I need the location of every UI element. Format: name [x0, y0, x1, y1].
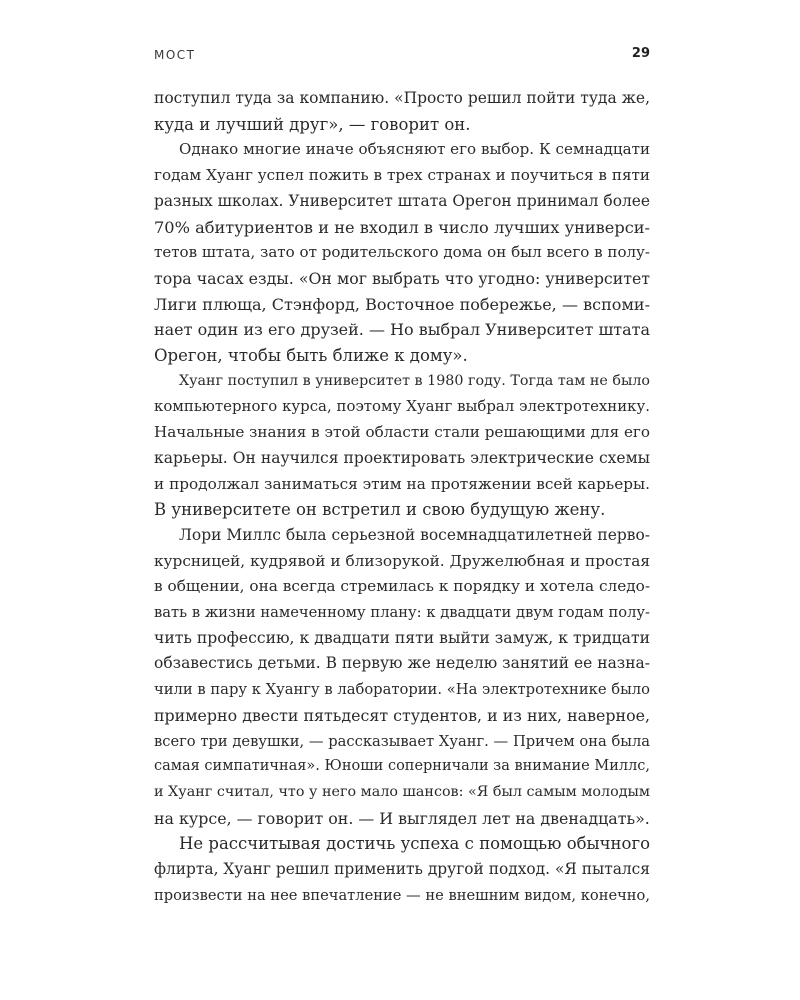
- text-line: самая симпатичная». Юноши соперничали за внимание Миллс,: [154, 758, 650, 775]
- text-line: Лиги плюща, Стэнфорд, Восточное побережье, — вспоми-: [154, 294, 650, 314]
- running-title: МОСТ: [154, 48, 196, 62]
- text-line: куда и лучший друг», — говорит он.: [154, 114, 471, 134]
- text-line: Орегон, чтобы быть ближе к дому».: [154, 346, 468, 366]
- text-line: карьеры. Он научился проектировать электрические схемы: [154, 448, 650, 467]
- text-line: Не рассчитывая достичь успеха с помощью обычного: [179, 834, 650, 854]
- text-line: флирта, Хуанг решил применить другой подход. «Я пытался: [154, 860, 650, 879]
- paragraph: [154, 137, 650, 368]
- page-number: 29: [631, 46, 650, 61]
- text-line: чили в пару к Хуангу в лаборатории. «На электротехнике было: [154, 681, 650, 699]
- text-line: Хуанг поступил в университет в 1980 году. Тогда там не было: [179, 372, 650, 389]
- text-line: Начальные знания в этой области стали решающими для его: [154, 423, 650, 442]
- text-line: вать в жизни намеченному плану: к двадцати двум годам полу-: [154, 604, 650, 622]
- text-line: тора часах езды. «Он мог выбрать что угодно: университет: [154, 268, 650, 288]
- text-line: обзавестись детьми. В первую же неделю занятий ее назна-: [154, 654, 650, 673]
- text-line: на курсе, — говорит он. — И выглядел лет на двенадцать».: [154, 808, 650, 828]
- text-line: Однако многие иначе объясняют его выбор. К семнадцати: [179, 140, 650, 159]
- text-line: произвести на нее впечатление — не внешним видом, конечно,: [154, 886, 650, 904]
- text-line: Лори Миллс была серьезной восемнадцатилетней перво-: [179, 525, 650, 544]
- text-line: чить профессию, к двадцати пяти выйти замуж, к тридцати: [154, 628, 650, 647]
- text-line: примерно двести пятьдесят студентов, и из них, наверное,: [154, 705, 650, 725]
- text-line: разных школах. Университет штата Орегон принимал более: [154, 191, 650, 210]
- text-line: В университете он встретил и свою будущую жену.: [154, 500, 606, 520]
- text-line: всего три девушки, — рассказывает Хуанг. — Причем она была: [154, 732, 650, 750]
- text-line: в общении, она всегда стремилась к порядку и хотела следо-: [154, 577, 650, 596]
- text-line: курсницей, кудрявой и близорукой. Дружелюбная и простая: [154, 551, 650, 570]
- paragraph: [154, 523, 650, 831]
- text-line: годам Хуанг успел пожить в трех странах и поучиться в пяти: [154, 166, 650, 185]
- body-text: [154, 86, 650, 909]
- text-line: и продолжал заниматься этим на протяжении всей карьеры.: [154, 474, 650, 493]
- text-line: и Хуанг считал, что у него мало шансов: «Я был самым молодым: [154, 783, 650, 800]
- paragraph: [154, 369, 650, 523]
- text-line: 70% абитуриентов и не входил в число лучших универси-: [154, 217, 650, 237]
- text-line: компьютерного курса, поэтому Хуанг выбрал электротехнику.: [154, 397, 650, 416]
- paragraph: [154, 86, 650, 137]
- paragraph: [154, 831, 650, 908]
- text-line: нает один из его друзей. — Но выбрал Университет штата: [154, 320, 650, 340]
- text-line: поступил туда за компанию. «Просто решил пойти туда же,: [154, 89, 650, 107]
- text-line: тетов штата, зато от родительского дома он был всего в полу-: [154, 243, 650, 262]
